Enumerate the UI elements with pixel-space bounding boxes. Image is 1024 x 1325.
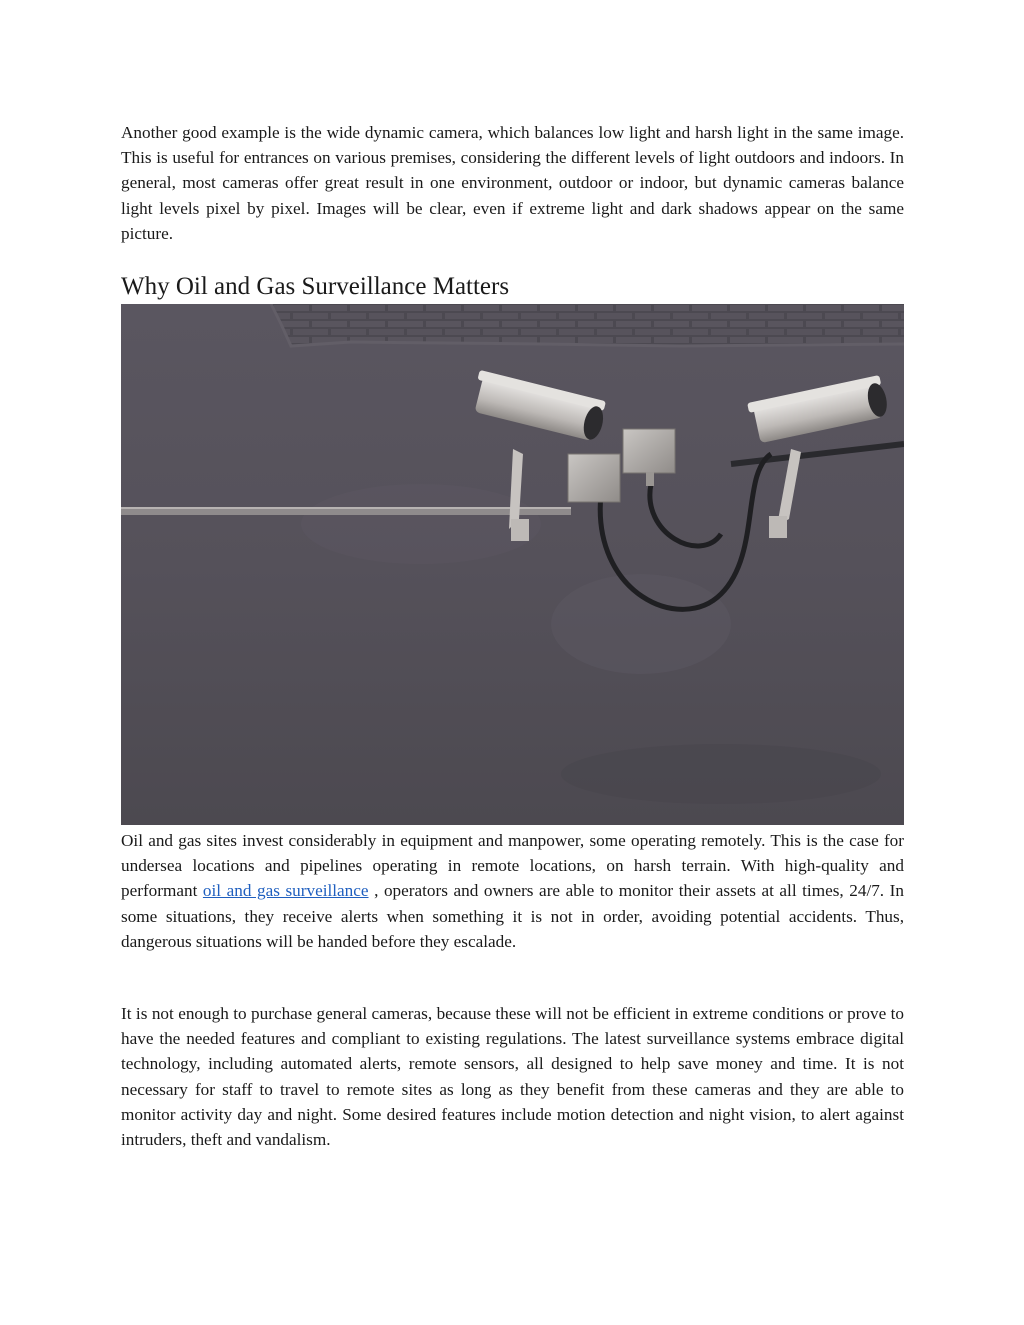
body-paragraph-2: It is not enough to purchase general cameras, because these will not be efficient in extreme conditions or prove to have the needed features and compliant to existing regulations. The latest surveillance systems embrace digital technology, including automated alerts, remote sensors, all designed to help save money and time. It is not necessary for staff to travel to remote sites as long as they benefit from these cameras and they are able to monitor activity day and night. Some desired features include motion detection and night vision, to alert against intruders, theft and vandalism. [121,1004,904,1150]
security-cameras-photo [121,304,904,825]
intro-paragraph: Another good example is the wide dynamic camera, which balances low light and harsh light in the same image. This is useful for entrances on various premises, considering the different levels of light outdoors and indoors. In general, most cameras offer great result in one environment, outdoor or indoor, but dynamic cameras balance light levels pixel by pixel. Images will be clear, even if extreme light and dark shadows appear on the same picture. [121,123,904,243]
section-heading: Why Oil and Gas Surveillance Matters [121,273,510,300]
oil-gas-surveillance-link[interactable]: oil and gas surveillance [202,881,369,901]
document-page [121,120,904,1150]
body-paragraph-1: Oil and gas sites invest considerably in equipment and manpower, some operating remotely. This is the case for undersea locations and pipelines operating in remote locations, on harsh terrain. With high-quality and performant oil and gas surveillance , operators and owners are able to monitor their assets at all times, 24/7. In some situations, they receive alerts when something it is not in order, avoiding potential accidents. Thus, dangerous situations will be handed before they escalade. [121,831,904,951]
